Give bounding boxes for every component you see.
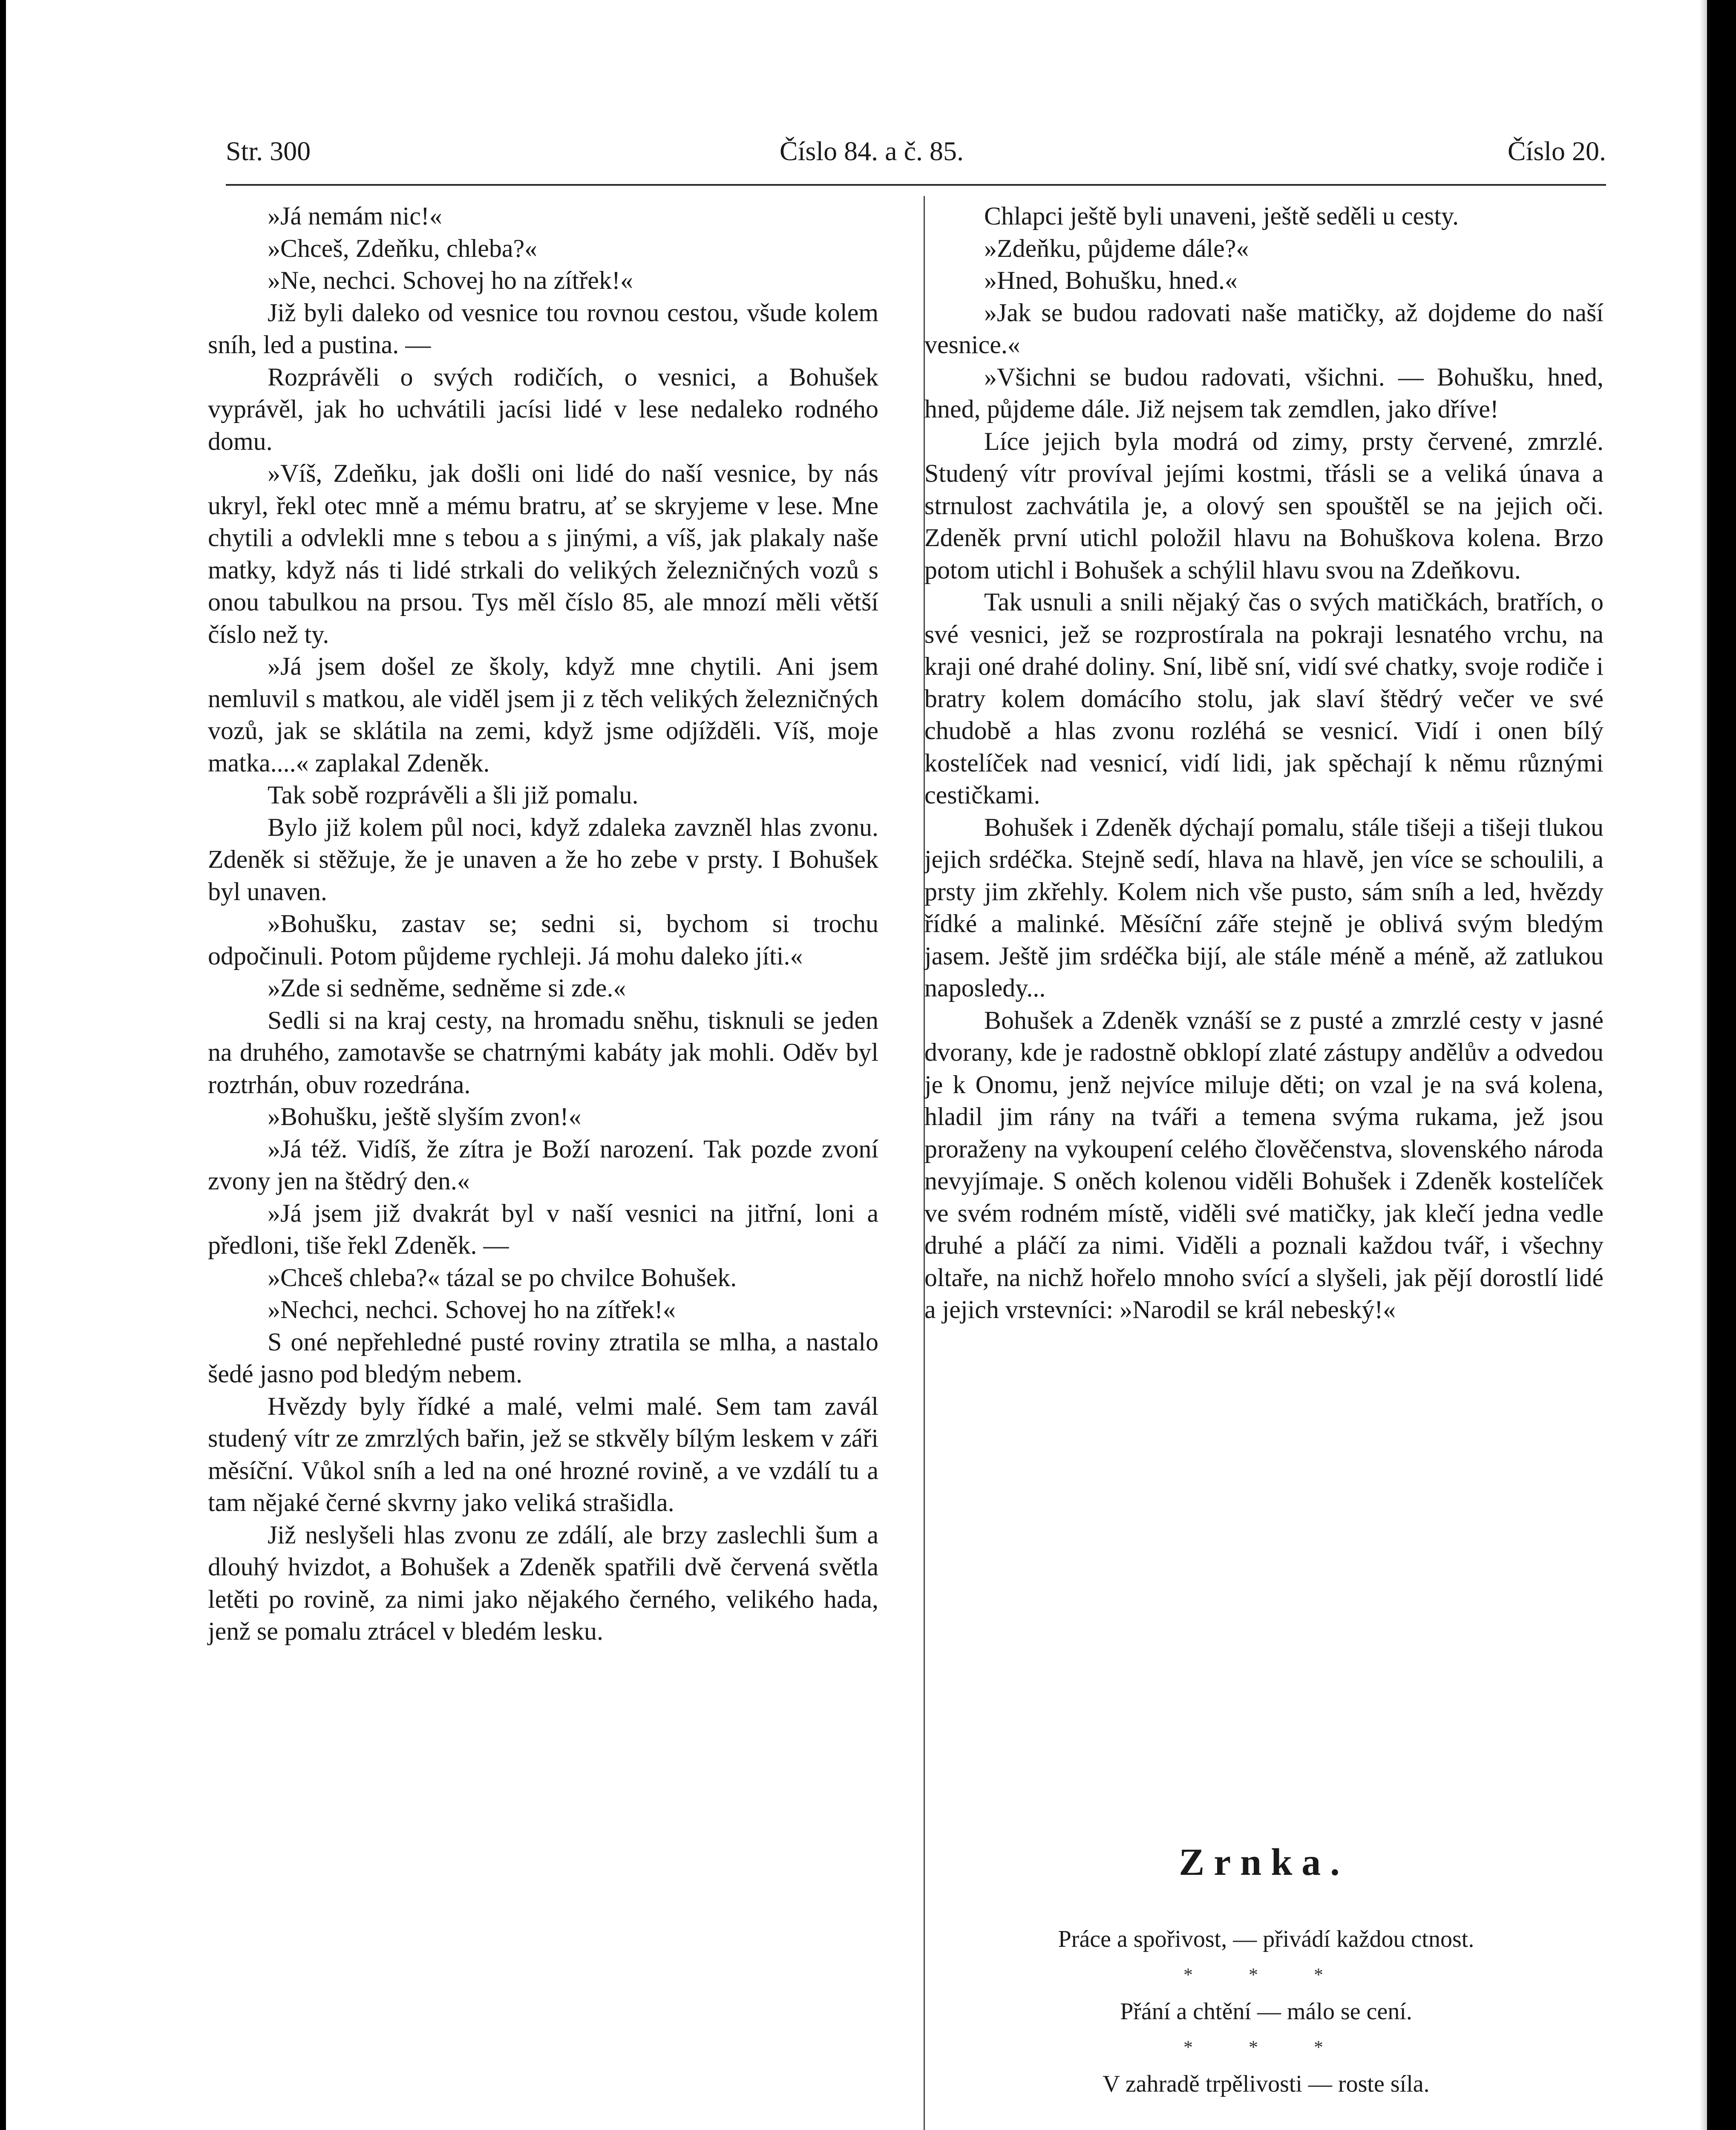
- scan-edge-right: [1707, 0, 1736, 2130]
- paragraph: »Hned, Bohušku, hned.«: [984, 266, 1238, 294]
- proverb-line: Práce a spořivost, — přivádí každou ctnost.: [1058, 1926, 1474, 1952]
- paragraph: Bylo již kolem půl noci, když zdaleka zavzněl hlas zvonu. Zdeněk si stěžuje, že je unaven a že ho zebe v prsty. I Bohušek byl unaven.: [208, 813, 878, 906]
- paragraph: »Chceš, Zdeňku, chleba?«: [268, 234, 538, 262]
- paragraph: »Já jsem došel ze školy, když mne chytili. Ani jsem nemluvil s matkou, ale viděl jsem ji z těch velikých železničných vozů, jak se sklátila na zemi, když jsme odjížděli. Víš, moje matka....« zaplakal Zdeněk.: [208, 652, 878, 777]
- paragraph: S oné nepřehledné pusté roviny ztratila se mlha, a nastalo šedé jasno pod bledým nebem.: [208, 1327, 878, 1388]
- volume-number: Číslo 20.: [1507, 136, 1606, 166]
- page-number: Str. 300: [226, 136, 311, 166]
- paragraph: Bohušek i Zdeněk dýchají pomalu, stále tišeji a tišeji tlukou jejich srdéčka. Stejně sedí, hlava na hlavě, jen více se schoulili, a prsty jim zkřehly. Kolem nich vše pusto, sám sníh a led, hvězdy řídké a malinké. Měsíční záře stejně je oblivá svým bledým jasem. Ještě jim srdéčka bijí, ale stále méně a méně, až zatlukou naposledy...: [924, 813, 1604, 1002]
- paragraph: Hvězdy byly řídké a malé, velmi malé. Sem tam zavál studený vítr ze zmrzlých bařin, jež se stkvěly bílým leskem v záři měsíční. Vůkol sníh a led na oné hrozné rovině, a ve vzdálí tu a tam nějaké černé skvrny jako veliká strašidla.: [208, 1392, 878, 1517]
- scan-edge-shadow: [1699, 0, 1707, 2130]
- paragraph: »Bohušku, ještě slyším zvon!«: [268, 1102, 582, 1131]
- paragraph: »Nechci, nechci. Schovej ho na zítřek!«: [268, 1295, 676, 1324]
- paragraph: »Ne, nechci. Schovej ho na zítřek!«: [268, 266, 633, 294]
- paragraph: »Zdeňku, půjdeme dále?«: [984, 234, 1249, 262]
- paragraph: »Víš, Zdeňku, jak došli oni lidé do naší vesnice, by nás ukryl, řekl otec mně a mému bratru, ať se skryjeme v lese. Mne chytili a odvlekli mne s tebou a s jinými, a víš, jak plakaly naše matky, když nás ti lidé strkali do velikých železničných vozů s onou tabulkou na prsou. Tys měl číslo 85, ale mnozí měli větší číslo než ty.: [208, 459, 878, 648]
- paragraph: »Jak se budou radovati naše matičky, až dojdeme do naší vesnice.«: [924, 298, 1604, 359]
- zrnka-title: Zrnka.: [1179, 1841, 1349, 1883]
- paragraph: Bohušek a Zdeněk vznáší se z pusté a zmrzlé cesty v jasné dvorany, kde je radostně obklopí zlaté zástupy andělův a odvedou je k Onomu, jenž nejvíce miluje děti; on vzal je na svá kolena, hladil jim rány na tváři a temena svýma rukama, jež jsou proraženy na vykoupení celého člověčenstva, slovenského národa nevyjímaje. S oněch kolenou viděli Bohušek i Zdeněk kostelíček ve svém rodném místě, viděli své matičky, jak klečí jedna vedle druhé a pláčí za nimi. Viděli a poznali každou tvář, i všechny oltaře, na nichž hořelo mnoho svící a slyšeli, jak pějí dorostlí lidé a jejich vrstevníci: »Narodil se král nebeský!«: [924, 1006, 1604, 1324]
- paragraph: »Všichni se budou radovati, všichni. — Bohušku, hned, hned, půjdeme dále. Již nejsem tak zemdlen, jako dříve!: [924, 363, 1604, 423]
- paragraph: Sedli si na kraj cesty, na hromadu sněhu, tisknuli se jeden na druhého, zamotavše se chatrnými kabáty jak mohli. Oděv byl roztrhán, obuv rozedrána.: [208, 1006, 878, 1099]
- paragraph: Rozprávěli o svých rodičích, o vesnici, a Bohušek vyprávěl, jak ho uchvátili jacísi lidé v lese nedaleko rodného domu.: [208, 363, 878, 455]
- paragraph: »Já jsem již dvakrát byl v naší vesnici na jitřní, loni a předloni, tiše řekl Zdeněk. —: [208, 1199, 878, 1259]
- paragraph: Chlapci ještě byli unaveni, ještě seděli u cesty.: [984, 202, 1459, 230]
- paragraph: Líce jejich byla modrá od zimy, prsty červené, zmrzlé. Studený vítr províval jejími kostmi, třásli se a veliká únava a strnulost zachvátila je, a olový sen spouštěl se na jejich oči. Zdeněk první utichl položil hlavu na Bohuškova kolena. Brzo potom utichl i Bohušek a schýlil hlavu svou na Zdeňkovu.: [924, 427, 1604, 584]
- paragraph: »Zde si sedněme, sedněme si zde.«: [268, 974, 626, 1002]
- star-separator: * * *: [1183, 1964, 1349, 1985]
- paragraph: Tak usnuli a snili nějaký čas o svých matičkách, bratřích, o své vesnici, jež se rozprostírala na pokraji lesnatého vrchu, na kraji oné drahé doliny. Sní, libě sní, vidí své chatky, svoje rodiče i bratry kolem domácího stolu, jak slaví štědrý večer ve své chudobě a hlas zvonu rozléhá se vesnicí. Vidí i onen bílý kostelíček nad vesnicí, vidí lidi, jak spěchají k němu různými cestičkami.: [924, 588, 1604, 809]
- paragraph: »Já též. Vidíš, že zítra je Boží narození. Tak pozde zvoní zvony jen na štědrý den.«: [208, 1134, 878, 1195]
- left-column: [208, 200, 878, 1648]
- proverb-line: V zahradě trpělivosti — roste síla.: [1103, 2071, 1430, 2097]
- proverb-line: Přání a chtění — málo se cení.: [1120, 1998, 1412, 2025]
- paragraph: »Já nemám nic!«: [268, 202, 442, 230]
- paragraph: Již byli daleko od vesnice tou rovnou cestou, všude kolem sníh, led a pustina. —: [208, 298, 878, 359]
- star-separator: * * *: [1183, 2037, 1349, 2058]
- paragraph: »Chceš chleba?« tázal se po chvilce Bohušek.: [268, 1263, 737, 1292]
- page-header: [226, 135, 1606, 182]
- right-column: [924, 200, 1604, 1326]
- issue-label: Číslo 84. a č. 85.: [780, 136, 964, 166]
- header-rule: [226, 184, 1606, 186]
- paragraph: »Bohušku, zastav se; sedni si, bychom si trochu odpočinuli. Potom půjdeme rychleji. Já mohu daleko jíti.«: [208, 910, 878, 970]
- paragraph: Již neslyšeli hlas zvonu ze zdálí, ale brzy zaslechli šum a dlouhý hvizdot, a Bohušek a Zdeněk spatřili dvě červená světla letěti po rovině, za nimi jako nějakého černého, velikého hada, jenž se pomalu ztrácel v bledém lesku.: [208, 1520, 878, 1645]
- scan-edge-left: [0, 0, 6, 2130]
- paragraph: Tak sobě rozprávěli a šli již pomalu.: [268, 781, 639, 809]
